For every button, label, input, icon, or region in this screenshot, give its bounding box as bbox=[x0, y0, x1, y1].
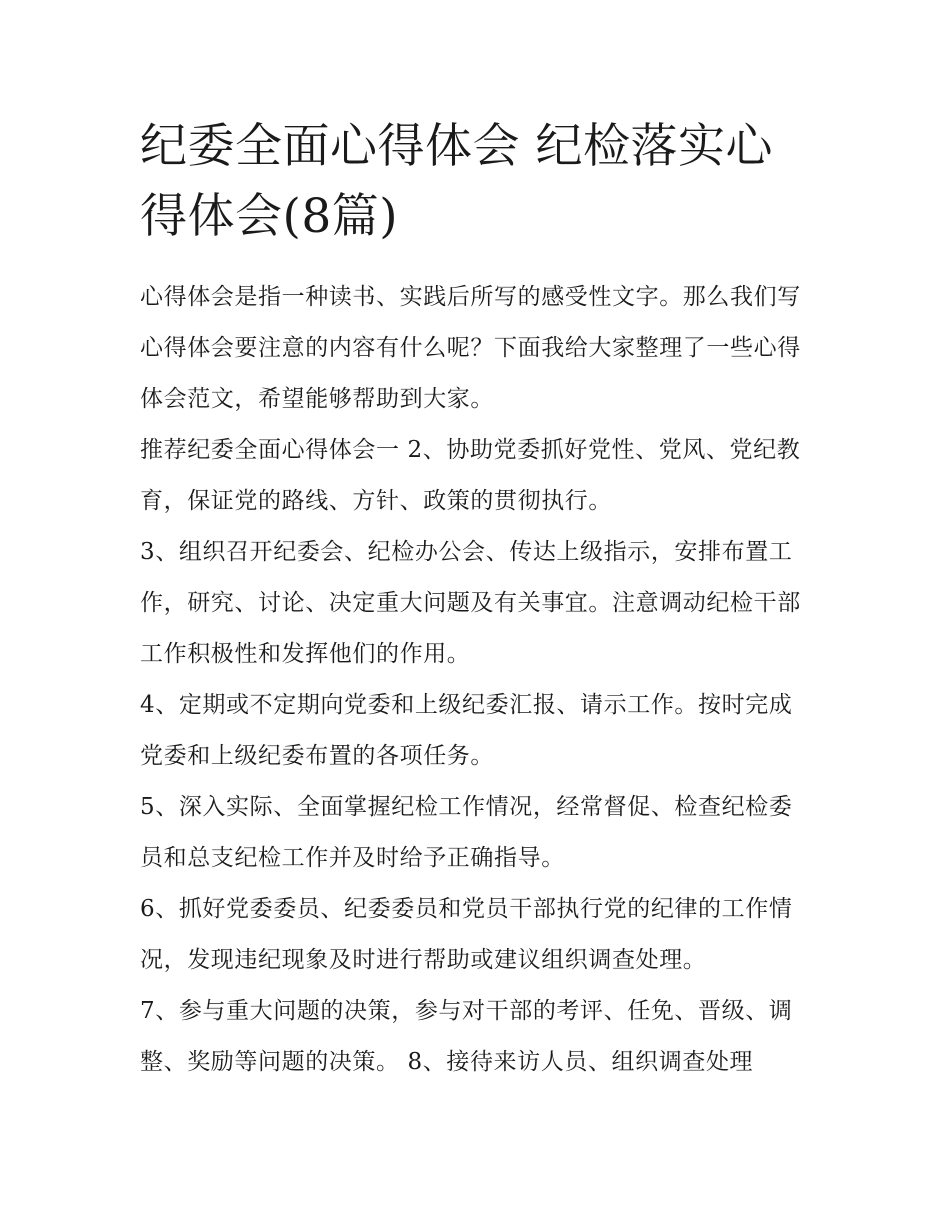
paragraph: 3、组织召开纪委会、纪检办公会、传达上级指示，安排布置工作，研究、讨论、决定重大问题及有关事宜。注意调动纪检干部工作积极性和发挥他们的作用。 bbox=[140, 539, 801, 667]
document-title: 纪委全面心得体会 纪检落实心得体会(8篇) bbox=[140, 119, 773, 244]
document-page bbox=[140, 112, 816, 1088]
paragraph: 心得体会是指一种读书、实践后所写的感受性文字。那么我们写心得体会要注意的内容有什么呢？下面我给大家整理了一些心得体会范文，希望能够帮助到大家。 bbox=[140, 284, 801, 412]
paragraph: 4、定期或不定期向党委和上级纪委汇报、请示工作。按时完成党委和上级纪委布置的各项任务。 bbox=[140, 692, 793, 769]
paragraph: 推荐纪委全面心得体会一 2、协助党委抓好党性、党风、党纪教育，保证党的路线、方针、政策的贯彻执行。 bbox=[140, 437, 801, 514]
paragraph: 6、抓好党委委员、纪委委员和党员干部执行党的纪律的工作情况，发现违纪现象及时进行帮助或建议组织调查处理。 bbox=[140, 896, 793, 973]
paragraph: 7、参与重大问题的决策，参与对干部的考评、任免、晋级、调整、奖励等问题的决策。 8、接待来访人员、组织调查处理 bbox=[140, 998, 793, 1075]
paragraph: 5、深入实际、全面掌握纪检工作情况，经常督促、检查纪检委员和总支纪检工作并及时给予正确指导。 bbox=[140, 794, 793, 871]
document-body bbox=[140, 272, 816, 1088]
